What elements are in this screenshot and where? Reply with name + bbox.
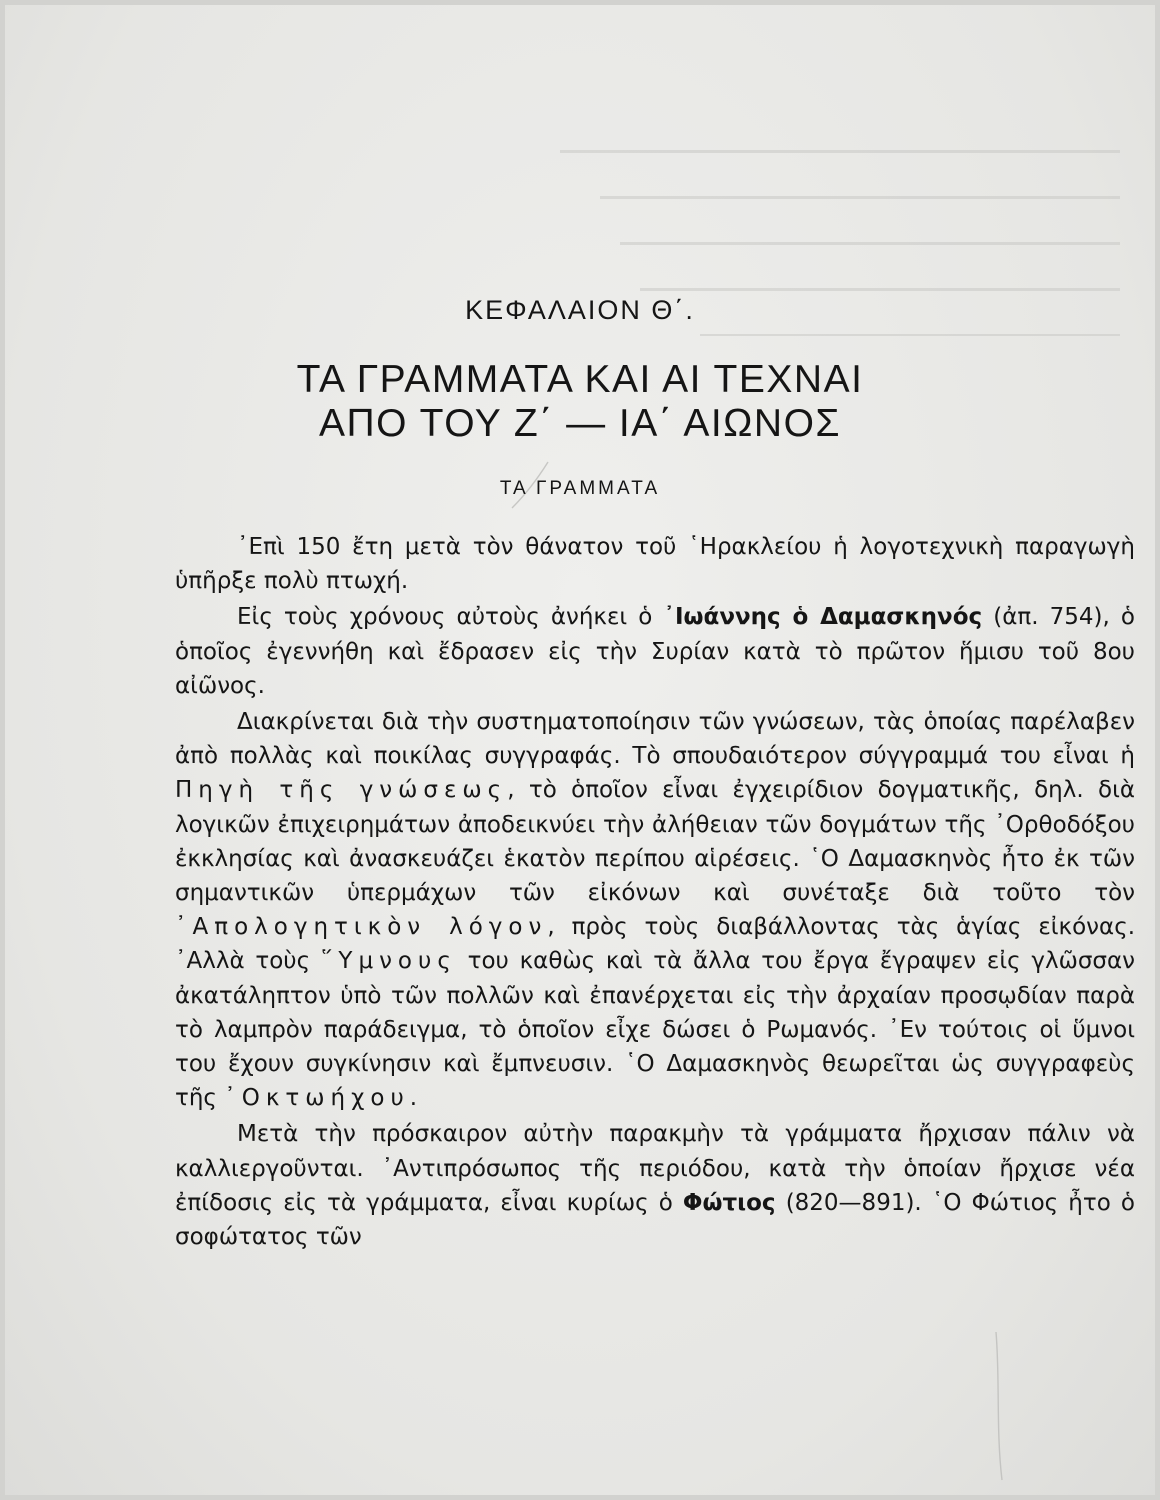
p2-name-bold: ᾿Ιωάννης ὁ Δαμασκηνός bbox=[663, 604, 983, 631]
p3-work-title-1: Πηγὴ τῆς γνώσεως bbox=[175, 777, 508, 804]
p2-text-a: Εἰς τοὺς χρόνους αὐτοὺς ἀνήκει ὁ bbox=[237, 604, 653, 631]
section-heading: ΤΑ ΓΡΑΜΜΑΤΑ bbox=[499, 478, 661, 499]
p3-text-e: . bbox=[409, 1085, 418, 1112]
p3-text-d: του καθὼς καὶ τὰ ἄλλα του ἔργα ἔγραψεν εἰς γλῶσσαν ἀκατάληπτον ὑπὸ τῶν πολλῶν καὶ ἐπανέρχεται εἰς τὴν ἀρχαίαν προσῳδίαν παρὰ τὸ λαμπρὸν παράδειγμα, τὸ ὁποῖον εἶχε δώσει ὁ Ρωμανός. ᾿Εν τούτοις οἱ ὕμνοι του ἔχουν συγκίνησιν καὶ ἔμπνευσιν. ῾Ο Δαμασκηνὸς θεωρεῖται ὡς συγγραφεὺς τῆς bbox=[175, 948, 1136, 1112]
p2-text-b: (ἀπ. 754), ὁ ὁποῖος ἐγεννήθη καὶ ἔδρασεν εἰς τὴν Συρίαν κατὰ τὸ πρῶτον ἥμισυ τοῦ 8ου αἰῶνος. bbox=[175, 604, 1136, 699]
chapter-title-line-1: ΤΑ ΓΡΑΜΜΑΤΑ ΚΑΙ ΑΙ ΤΕΧΝΑΙ bbox=[296, 358, 864, 401]
p3-text-b: , τὸ ὁποῖον εἶναι ἐγχειρίδιον δογματικῆς, δηλ. διὰ λογικῶν ἐπιχειρημάτων ἀποδεικνύει τὴν ἀλήθειαν τῶν δογμάτων τῆς ᾿Ορθοδόξου ἐκκλησίας καὶ ἀνασκευάζει ἑκατὸν περίπου αἱρέσεις. ῾Ο Δαμασκηνὸς ἦτο ἐκ τῶν σημαντικῶν ὑπερμάχων τῶν εἰκόνων καὶ συνέταξε διὰ τοῦτο τὸν bbox=[175, 777, 1136, 907]
chapter-title-line-2: ΑΠΟ ΤΟΥ Ζ΄ — ΙΑ΄ ΑΙΩΝΟΣ bbox=[318, 402, 842, 445]
chapter-heading: ΚΕΦΑΛΑΙΟΝ Θ΄. bbox=[465, 295, 695, 325]
p3-work-title-2: ᾿Απολογητικὸν λόγον bbox=[175, 914, 548, 941]
paragraph-1: ᾿Επὶ 150 ἔτη μετὰ τὸν θάνατον τοῦ ῾Ηρακλείου ἡ λογοτεχνικὴ παραγωγὴ ὑπῆρξε πολὺ πτωχή. bbox=[175, 534, 1135, 595]
body-text bbox=[175, 530, 1135, 1254]
paragraph-2 bbox=[175, 600, 1135, 703]
p3-text-c: , πρὸς τοὺς διαβάλλοντας τὰς ἁγίας εἰκόνας. ᾿Αλλὰ τοὺς bbox=[175, 914, 1136, 975]
p4-name-bold: Φώτιος bbox=[682, 1189, 776, 1216]
p3-text-a: Διακρίνεται διὰ τὴν συστηματοποίησιν τῶν γνώσεων, τὰς ὁποίας παρέλαβεν ἀπὸ πολλὰς καὶ ποικίλας συγγραφάς. Τὸ σπουδαιότερον σύγγραμμά του εἶναι ἡ bbox=[175, 709, 1135, 770]
paragraph-4 bbox=[175, 1117, 1135, 1254]
p4-text-b: (820—891). ῾Ο Φώτιος ἦτο ὁ σοφώτατος τῶν bbox=[175, 1189, 1136, 1251]
p4-text-a: Μετὰ τὴν πρόσκαιρον αὐτὴν παρακμὴν τὰ γράμματα ἤρχισαν πάλιν νὰ καλλιεργοῦνται. ᾿Αντιπρόσωπος τῆς περιόδου, κατὰ τὴν ὁποίαν ἤρχισε νέα ἐπίδοσις εἰς τὰ γράμματα, εἶναι κυρίως ὁ bbox=[175, 1121, 1135, 1216]
p3-work-title-4: ᾿Οκτωήχου bbox=[224, 1085, 410, 1112]
paragraph-3 bbox=[175, 705, 1135, 1115]
p3-work-title-3: ῞Υμνους bbox=[320, 948, 457, 975]
